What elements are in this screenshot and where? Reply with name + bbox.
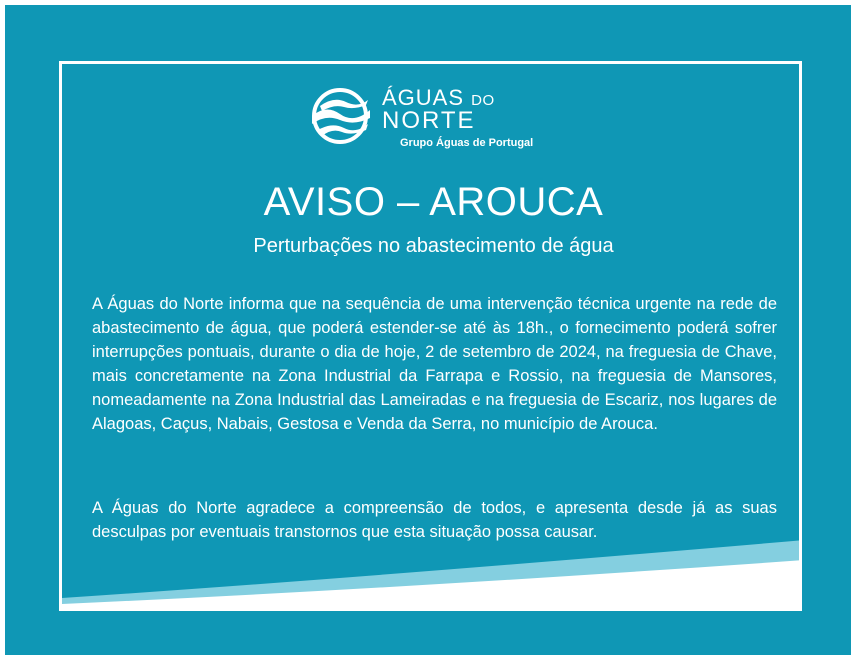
notice-frame xyxy=(59,61,802,611)
notice-subtitle: Perturbações no abastecimento de água xyxy=(253,235,614,257)
notice-title: AVISO – AROUCA xyxy=(263,180,604,224)
company-logo xyxy=(310,84,570,154)
logo-tagline: Grupo Águas de Portugal xyxy=(400,137,534,149)
water-wave-logo-icon xyxy=(310,86,380,146)
logo-name-line1: ÁGUAS DO xyxy=(382,85,495,110)
notice-paragraph-1: A Águas do Norte informa que na sequência de uma intervenção técnica urgente na rede de abastecimento de água, que poderá estender-se até às 18h., o fornecimento poderá sofrer interrupções pontuais, durante o dia de hoje, 2 de setembro de 2024, na freguesia de Chave, mais concretamente na Zona Industrial da Farrapa e Rossio, na freguesia de Mansores, nomeadamente na Zona Industrial das Lameiradas e na freguesia de Escariz, nos lugares de Alagoas, Caçus, Nabais, Gestosa e Venda da Serra, no município de Arouca. xyxy=(92,295,777,433)
logo-name-line2: NORTE xyxy=(382,107,476,134)
notice-background xyxy=(5,5,851,655)
notice-paragraph-2: A Águas do Norte agradece a compreensão de todos, e apresenta desde já as suas desculpas por eventuais transtornos que esta situação possa causar. xyxy=(92,499,777,541)
